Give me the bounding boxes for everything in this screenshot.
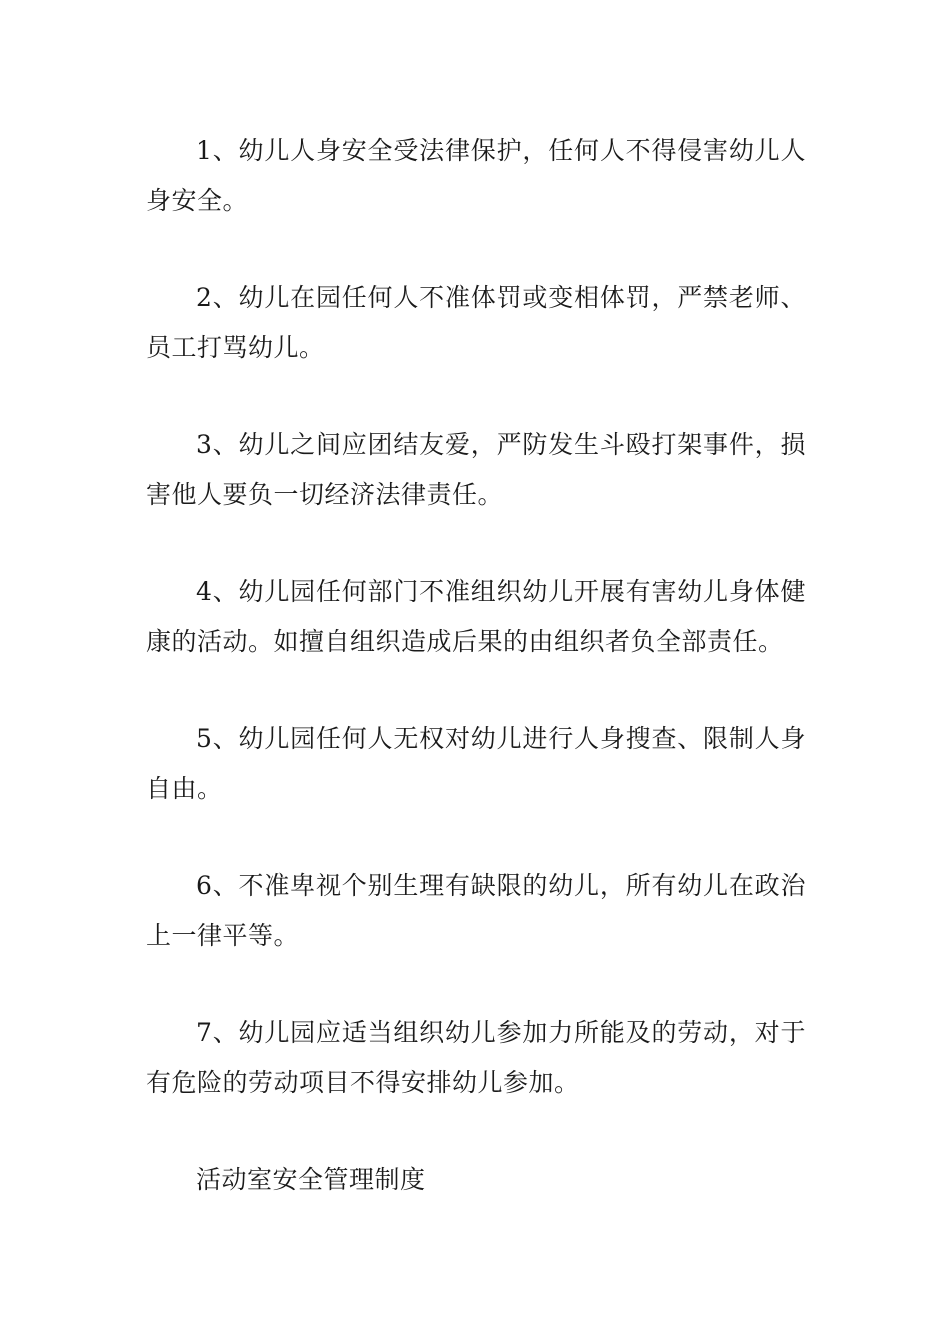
rule-paragraph-3: 3、幼儿之间应团结友爱，严防发生斗殴打架事件，损害他人要负一切经济法律责任。	[146, 430, 806, 509]
rule-paragraph-4: 4、幼儿园任何部门不准组织幼儿开展有害幼儿身体健康的活动。如擅自组织造成后果的由组织者负全部责任。	[146, 577, 806, 656]
rule-paragraph-1: 1、幼儿人身安全受法律保护，任何人不得侵害幼儿人身安全。	[146, 136, 806, 215]
section-heading: 活动室安全管理制度	[196, 1165, 426, 1194]
rule-paragraph-5: 5、幼儿园任何人无权对幼儿进行人身搜查、限制人身自由。	[146, 724, 806, 803]
document-body	[146, 126, 806, 1205]
rule-paragraph-2: 2、幼儿在园任何人不准体罚或变相体罚，严禁老师、员工打骂幼儿。	[146, 283, 806, 362]
rule-paragraph-6: 6、不准卑视个别生理有缺限的幼儿，所有幼儿在政治上一律平等。	[146, 871, 806, 950]
rule-paragraph-7: 7、幼儿园应适当组织幼儿参加力所能及的劳动，对于有危险的劳动项目不得安排幼儿参加。	[146, 1018, 806, 1097]
